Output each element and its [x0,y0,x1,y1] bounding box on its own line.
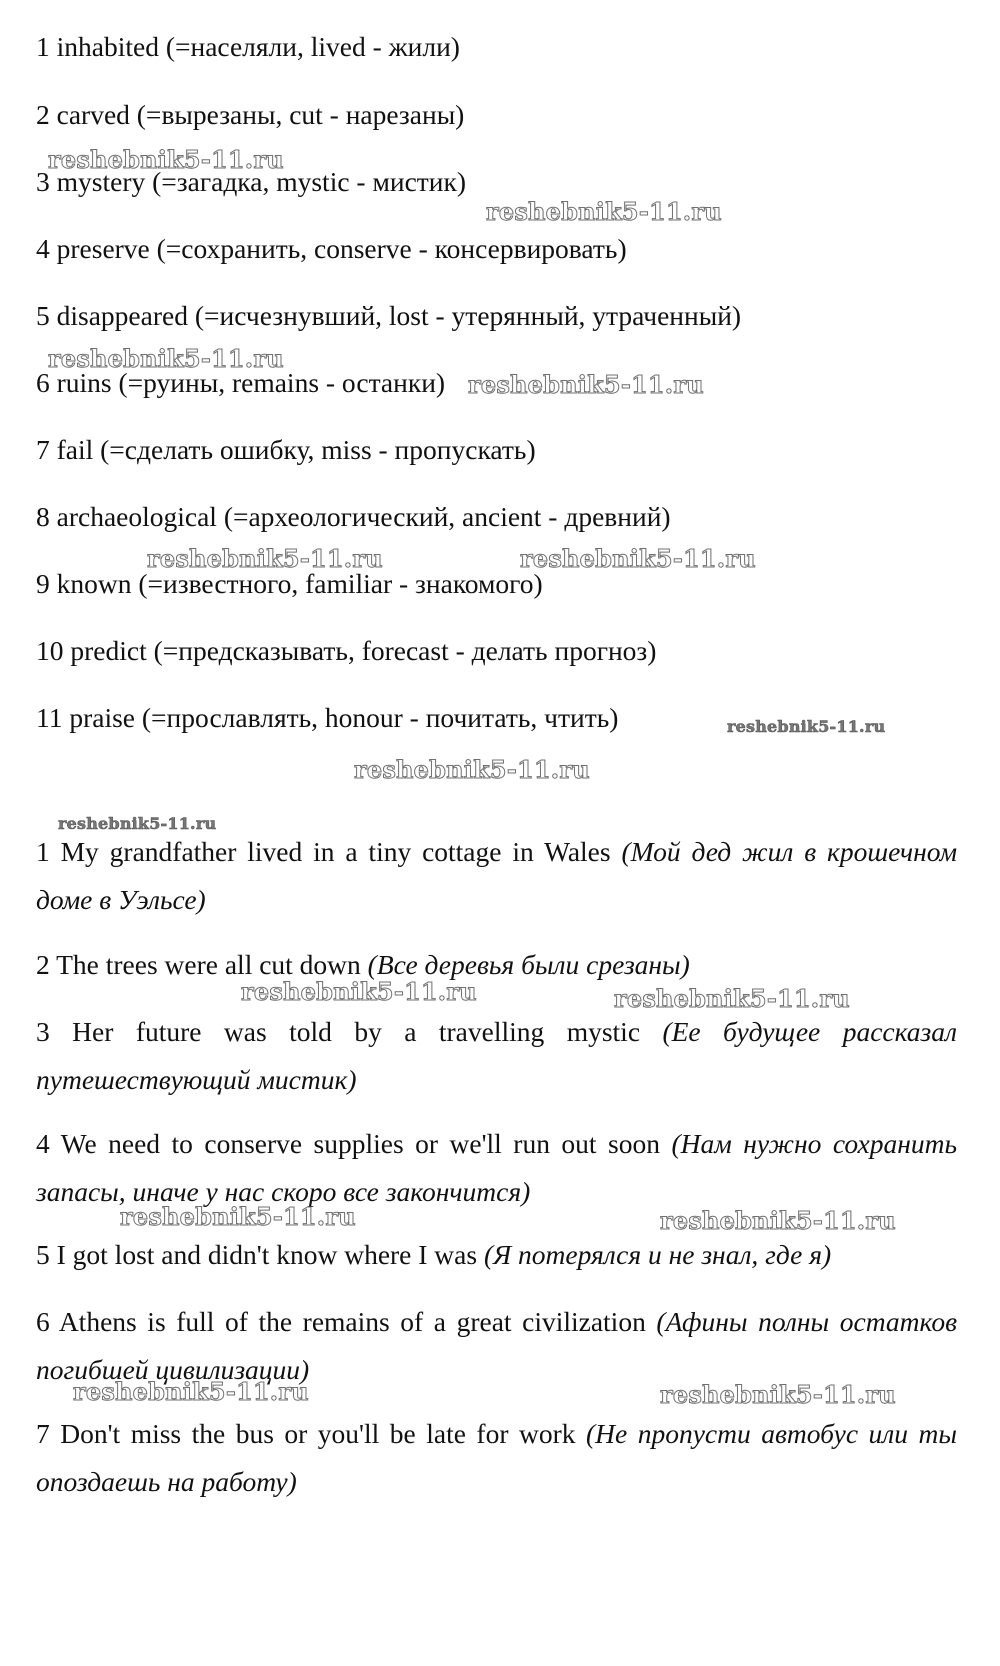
sentence-english: 2 The trees were all cut down [36,949,361,980]
watermark: reshebnik5-11.ru [58,814,217,833]
sentence-russian: (Афины полны остатков погибшей цивилизации) [36,1306,958,1385]
vocab-item: 5 disappeared (=исчезнувший, lost - утерянный, утраченный) [36,300,742,331]
vocab-item: 2 carved (=вырезаны, cut - нарезаны) [36,99,465,130]
sentence-item [36,828,957,924]
watermark: reshebnik5-11.ru [147,544,383,573]
sentence-english: 7 Don't miss the bus or you'll be late for work [36,1418,576,1449]
sentence-english: 5 I got lost and didn't know where I was [36,1239,478,1270]
vocab-item: 4 preserve (=сохранить, conserve - консервировать) [36,233,627,264]
sentence-item [36,1231,957,1279]
watermark: reshebnik5-11.ru [354,755,590,784]
vocab-item: 8 archaeological (=археологический, ancient - древний) [36,501,671,532]
vocab-item: 10 predict (=предсказывать, forecast - делать прогноз) [36,635,657,666]
sentence-russian: (Нам нужно сохранить запасы, иначе у нас скоро все закончится) [36,1128,958,1207]
watermark: reshebnik5-11.ru [727,717,886,736]
watermark: reshebnik5-11.ru [48,344,284,373]
sentence-english: 1 My grandfather lived in a tiny cottage in Wales [36,836,611,867]
sentence-russian: (Ее будущее рассказал путешествующий мистик) [36,1016,957,1095]
sentence-item [36,1008,957,1104]
watermark: reshebnik5-11.ru [614,984,850,1013]
watermark: reshebnik5-11.ru [660,1380,896,1409]
sentence-russian: (Я потерялся и не знал, где я) [483,1239,832,1270]
watermark: reshebnik5-11.ru [486,197,722,226]
vocab-item: 7 fail (=сделать ошибку, miss - пропускать) [36,434,536,465]
watermark: reshebnik5-11.ru [468,370,704,399]
watermark: reshebnik5-11.ru [241,977,477,1006]
watermark: reshebnik5-11.ru [48,145,284,174]
watermark: reshebnik5-11.ru [120,1202,356,1231]
sentence-russian: (Не пропусти автобус или ты опоздаешь на работу) [36,1418,958,1497]
sentence-english: 3 Her future was told by a travelling mystic [36,1016,641,1047]
watermark: reshebnik5-11.ru [520,544,756,573]
sentence-english: 6 Athens is full of the remains of a great civilization [36,1306,646,1337]
sentence-english: 4 We need to conserve supplies or we'll run out soon [36,1128,660,1159]
vocab-item: 6 ruins (=руины, remains - останки) [36,367,446,398]
watermark: reshebnik5-11.ru [660,1206,896,1235]
vocab-item: 3 mystery (=загадка, mystic - мистик) [36,166,467,197]
sentence-item [36,1410,957,1506]
vocab-item: 9 known (=известного, familiar - знакомого) [36,568,543,599]
sentence-item [36,941,957,989]
vocab-item: 11 praise (=прославлять, honour - почитать, чтить) [36,702,619,733]
vocab-item: 1 inhabited (=населяли, lived - жили) [36,31,460,62]
sentence-russian: (Все деревья были срезаны) [367,949,690,980]
sentence-russian: (Мой дед жил в крошечном доме в Уэльсе) [36,836,958,915]
watermark: reshebnik5-11.ru [73,1377,309,1406]
